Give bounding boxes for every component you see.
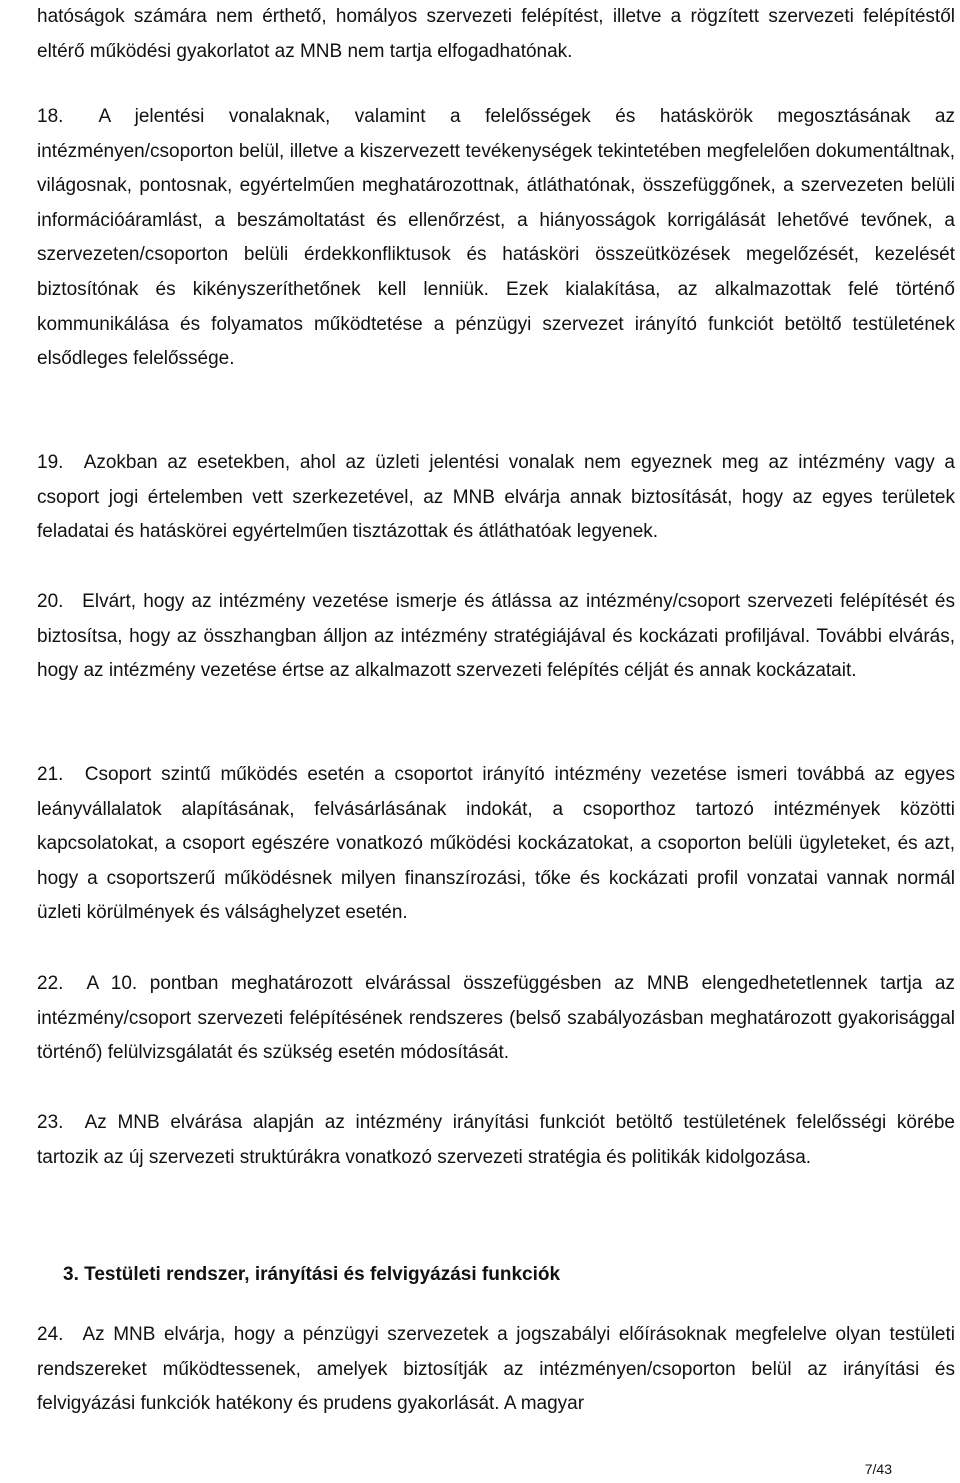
paragraph-19 xyxy=(37,446,955,550)
paragraph-number: 18. xyxy=(37,106,64,127)
paragraph-18 xyxy=(37,100,955,377)
section-heading: 3. Testületi rendszer, irányítási és felvigyázási funkciók xyxy=(63,1264,561,1285)
paragraph-number: 20. xyxy=(37,591,64,612)
paragraph-text: A 10. pontban meghatározott elvárással összefüggésben az MNB elengedhetetlennek tartja az intézmény/csoport szervezeti felépítésének rendszeres (belső szabályozásban meghatározott gyakorisággal történő) felülvizsgálatát és szükség esetén módosítását. xyxy=(37,973,955,1064)
paragraph-21 xyxy=(37,758,955,931)
paragraph-text: A jelentési vonalaknak, valamint a felelősségek és hatáskörök megosztásának az intézményen/csoporton belül, illetve a kiszervezett tevékenységek tekintetében megfelelően dokumentáltnak, világosnak, pontosnak, egyértelműen meghatározottnak, átláthatónak, összefüggőnek, a szervezeten belüli információáramlást, a beszámoltatást és ellenőrzést, a hiányosságok korrigálását lehetővé tevőnek, a szervezeten/csoporton belüli érdekkonfliktusok és hatásköri összeütközések megelőzését, kezelését biztosítónak és kikényszeríthetőnek kell lenniük. Ezek kialakítása, az alkalmazottak felé történő kommunikálása és folyamatos működtetése a pénzügyi szervezet irányító funkciót betöltő testületének elsődleges felelőssége. xyxy=(37,106,955,370)
paragraph-text: Az MNB elvárja, hogy a pénzügyi szervezetek a jogszabályi előírásoknak megfelelve olyan testületi rendszereket működtessenek, amelyek biztosítják az intézményen/csoporton belül az irányítási és felvigyázási funkciók hatékony és prudens gyakorlását. A magyar xyxy=(37,1324,955,1415)
paragraph-22 xyxy=(37,967,955,1071)
paragraph-text: Csoport szintű működés esetén a csoportot irányító intézmény vezetése ismeri továbbá az egyes leányvállalatok alapításának, felvásárlásának indokát, a csoporthoz tartozó intézmények közötti kapcsolatokat, a csoport egészére vonatkozó működési kockázatokat, a csoporton belüli ügyleteket, és azt, hogy a csoportszerű működésnek milyen finanszírozási, tőke és kockázati profil vonzatai vannak normál üzleti körülmények és válsághelyzet esetén. xyxy=(37,764,955,924)
paragraph-number: 22. xyxy=(37,973,64,994)
paragraph-number: 19. xyxy=(37,452,64,473)
paragraph-number: 24. xyxy=(37,1324,64,1345)
paragraph-number: 23. xyxy=(37,1112,64,1133)
paragraph-20 xyxy=(37,585,955,689)
paragraph-text: Az MNB elvárása alapján az intézmény irányítási funkciót betöltő testületének felelősségi körébe tartozik az új szervezeti struktúrákra vonatkozó szervezeti stratégia és politikák kidolgozása. xyxy=(37,1112,955,1168)
paragraph-24 xyxy=(37,1318,955,1422)
paragraph-23 xyxy=(37,1106,955,1175)
page-number: 7/43 xyxy=(864,1461,892,1477)
paragraph-number: 21. xyxy=(37,764,64,785)
paragraph-text: Elvárt, hogy az intézmény vezetése ismerje és átlássa az intézmény/csoport szervezeti felépítését és biztosítsa, hogy az összhangban álljon az intézmény stratégiájával és kockázati profiljával. További elvárás, hogy az intézmény vezetése értse az alkalmazott szervezeti felépítés célját és annak kockázatait. xyxy=(37,591,955,682)
intro-paragraph: hatóságok számára nem érthető, homályos szervezeti felépítést, illetve a rögzített szervezeti felépítéstől eltérő működési gyakorlatot az MNB nem tartja elfogadhatónak. xyxy=(37,6,955,62)
paragraph-text: Azokban az esetekben, ahol az üzleti jelentési vonalak nem egyeznek meg az intézmény vagy a csoport jogi értelemben vett szerkezetével, az MNB elvárja annak biztosítását, hogy az egyes területek feladatai és hatáskörei egyértelműen tisztázottak és átláthatóak legyenek. xyxy=(37,452,956,543)
